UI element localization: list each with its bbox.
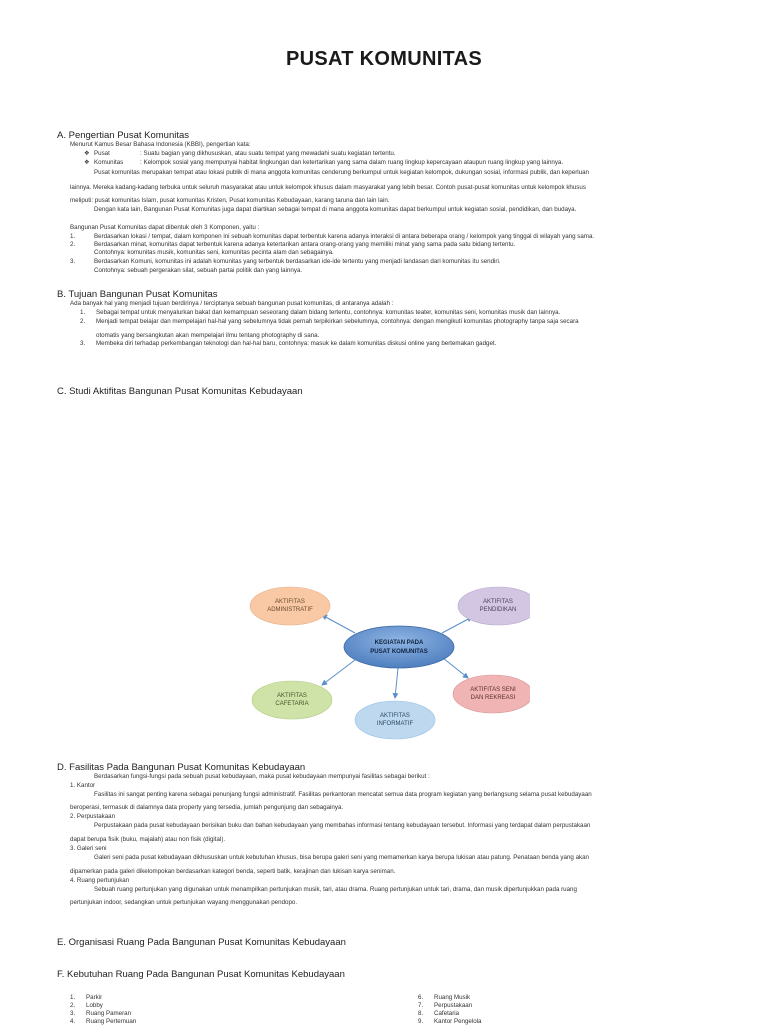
node-pendidikan-line1: AKTIFITAS — [483, 599, 513, 605]
list-item: 3. Berdasarkan Komuni, komunitas ini adalah komunitas yang terbentuk berdasarkan ide-ide tertentu yang menjadi landasan dari komunitas itu sendiri. — [70, 258, 501, 265]
facility-text: pertunjukan indoor, sedangkan untuk pertunjukan wayang menggunakan pendopo. — [70, 899, 298, 906]
facility-text: beroperasi, termasuk di dalamnya data property yang tersedia, jumlah pengunjung dan sebagainya. — [70, 804, 344, 811]
def-term: Komunitas — [94, 159, 124, 166]
arrow-informatif — [395, 668, 398, 698]
page-title: PUSAT KOMUNITAS — [286, 48, 482, 70]
facility-title: 4. Ruang pertunjukan — [70, 877, 130, 884]
section-d-heading: D. Fasilitas Pada Bangunan Pusat Komunitas Kebudayaan — [57, 762, 306, 773]
list-item: 3. Membeka diri terhadap perkembangan teknologi dan hal-hal baru, contohnya: masuk ke dalam komunitas diskusi online yang bertemakan gadget. — [80, 340, 497, 347]
def-text: : Suatu bagian yang dikhususkan, atau suatu tempat yang mewadahi suatu kegiatan tertentu. — [140, 150, 396, 157]
list-item: 2. Berdasarkan minat, komunitas dapat terbentuk karena adanya ketertarikan antara orang-orang yang memiliki minat yang sama pada satu bidang tertentu. — [70, 241, 516, 248]
section-b-heading: B. Tujuan Bangunan Pusat Komunitas — [57, 289, 218, 300]
facility-text: Galeri seni pada pusat kebudayaan dikhususkan untuk kebutuhan khusus, bisa berupa galeri seni yang memamerkan karya berupa lukisan atau patung. Penataan benda yang akan — [94, 854, 589, 861]
node-administratif-line1: AKTIFITAS — [275, 599, 305, 605]
room-item: 1. Parkir — [70, 994, 103, 1001]
paragraph-line: Dengan kata lain, Bangunan Pusat Komunitas juga dapat diartikan sebagai tempat di mana anggota komunitas dapat berkumpul untuk kegiatan sosial, pendidikan, dan budaya. — [94, 206, 577, 213]
bullet-icon: ❖ — [84, 150, 90, 157]
section-a-heading: A. Pengertian Pusat Komunitas — [57, 130, 190, 141]
facility-text: dipamerkan pada galeri dikelompokan berdasarkan kategori benda, seperti batik, kerajinan dan lukisan karya seniman. — [70, 868, 396, 875]
bullet-icon: ❖ — [84, 159, 90, 166]
arrow-pendidikan — [442, 617, 472, 633]
node-cafetaria-line2: CAFETARIA — [275, 701, 309, 707]
room-item: 6. Ruang Musik — [418, 994, 471, 1001]
node-informatif — [355, 701, 435, 739]
list-item: Contohnya: sebuah pergerakan silat, sebuah partai politik dan yang lainnya. — [94, 267, 303, 274]
arrow-seni — [443, 658, 468, 678]
section-f-heading: F. Kebutuhan Ruang Pada Bangunan Pusat Komunitas Kebudayaan — [57, 969, 345, 980]
facility-title: 1. Kantor — [70, 782, 96, 789]
def-text: : Kelompok sosial yang mempunyai habitat lingkungan dan ketertarikan yang sama dalam ruang lingkup kepercayaan ataupun ruang lingkup yang lainnya. — [140, 159, 564, 166]
paragraph-line: Pusat komunitas merupakan tempat atau lokasi publik di mana anggota komunitas cenderung berkumpul untuk kegiatan kelompok, dukungan sosial, informasi publik, dan keperluan — [94, 169, 589, 176]
node-administratif-line2: ADMINISTRATIF — [267, 607, 313, 613]
def-item — [84, 159, 563, 167]
arrow-administratif — [322, 615, 355, 633]
room-item: 4. Ruang Pertemuan — [70, 1018, 137, 1025]
facility-text: Sebuah ruang pertunjukan yang digunakan untuk menampilkan pertunjukan musik, tari, atau drama. Ruang pertunjukan untuk tari, drama, dan musik dipertunjukkan pada ruang — [94, 886, 577, 893]
node-center — [344, 626, 454, 668]
list-item: 1. Berdasarkan lokasi / tempat, dalam komponen ini sebuah komunitas dapat terbentuk karena adanya interaksi di antara beberapa orang / kelompok yang tinggal di wilayah yang sama. — [70, 233, 595, 240]
facility-text: dapat berupa fisik (buku, majalah) atau non fisik (digital). — [70, 836, 226, 843]
facility-text: Perpustakaan pada pusat kebudayaan berisikan buku dan bahan kebudayaan yang membahas informasi tentang kebudayaan tersebut. Informasi yang terdapat dalam perpustakaan — [94, 822, 591, 829]
activity-diagram — [240, 580, 530, 745]
section-a-intro: Menurut Kamus Besar Bahasa Indonesia (KBBI), pengertian kata: — [70, 141, 251, 148]
list-item: Contohnya: komunitas musik, komunitas seni, komunitas pecinta alam dan sebagainya. — [94, 249, 334, 256]
node-informatif-line1: AKTIFITAS — [380, 713, 410, 719]
node-pendidikan-line2: PENDIDIKAN — [479, 607, 517, 613]
facility-text: Fasilitas ini sangat penting karena sebagai penunjang fungsi administratif. Fasilitas perkantoran mencatat semua data program kegiatan yang berlangsung selama pusat kebudayaan — [94, 791, 592, 798]
room-item: 9. Kantor Pengelola — [418, 1018, 482, 1025]
section-b-intro: Ada banyak hal yang menjadi tujuan berdirinya / terciptanya sebuah bangunan pusat komunitas, di antaranya adalah : — [70, 300, 394, 307]
node-center-line2: PUSAT KOMUNITAS — [370, 649, 428, 655]
node-seni-line1: AKTIFITAS SENI — [470, 687, 516, 693]
def-item — [84, 150, 396, 158]
node-pendidikan — [458, 587, 530, 625]
node-center-line1: KEGIATAN PADA — [374, 640, 424, 646]
components-intro: Bangunan Pusat Komunitas dapat dibentuk oleh 3 Komponen, yaitu : — [70, 224, 260, 231]
list-item: 1. Sebagai tempat untuk menyalurkan bakat dan kemampuan seseorang dalam bidang tertentu, contohnya: komunitas teater, komunitas seni, komunitas musik dan lainnya. — [80, 309, 561, 316]
node-seni-line2: DAN REKREASI — [470, 695, 516, 701]
node-cafetaria-line1: AKTIFITAS — [277, 693, 307, 699]
section-e-heading: E. Organisasi Ruang Pada Bangunan Pusat Komunitas Kebudayaan — [57, 937, 346, 948]
room-item: 7. Perpustakaan — [418, 1002, 473, 1009]
facility-title: 2. Perpustakaan — [70, 813, 116, 820]
room-item: 3. Ruang Pameran — [70, 1010, 132, 1017]
list-item: 2. Menjadi tempat belajar dan mempelajari hal-hal yang sebelumnya tidak pernah terpikirkan sebelumnya, contohnya: dengan mengikuti komunitas photography tanpa saja secara — [80, 318, 579, 325]
node-cafetaria — [252, 681, 332, 719]
arrow-cafetaria — [322, 660, 355, 685]
node-administratif — [250, 587, 330, 625]
node-informatif-line2: INFORMATIF — [376, 721, 414, 727]
room-item: 8. Cafetaria — [418, 1010, 460, 1017]
paragraph-line: meliputi: pusat komunitas Islam, pusat komunitas Kristen, Pusat komunitas Kebudayaan, karang taruna dan lain lain. — [70, 197, 390, 204]
room-item: 2. Lobby — [70, 1002, 103, 1009]
section-d-intro: Berdasarkan fungsi-fungsi pada sebuah pusat kebudayaan, maka pusat kebudayaan mempunyai fasilitas sebagai berikut : — [94, 773, 430, 780]
paragraph-line: lainnya. Mereka kadang-kadang terbuka untuk seluruh masyarakat atau untuk kelompok khusus dalam masyarakat yang lebih besar. Contoh pusat-pusat komunitas untuk kelompok khusus — [70, 184, 586, 191]
section-c-heading: C. Studi Aktifitas Bangunan Pusat Komunitas Kebudayaan — [57, 386, 303, 397]
list-item: otomatis yang bersangkutan akan mempelajari ilmu tentang photography di sana. — [96, 332, 320, 339]
facility-title: 3. Galeri seni — [70, 845, 107, 852]
def-term: Pusat — [94, 150, 110, 157]
node-seni — [453, 675, 530, 713]
